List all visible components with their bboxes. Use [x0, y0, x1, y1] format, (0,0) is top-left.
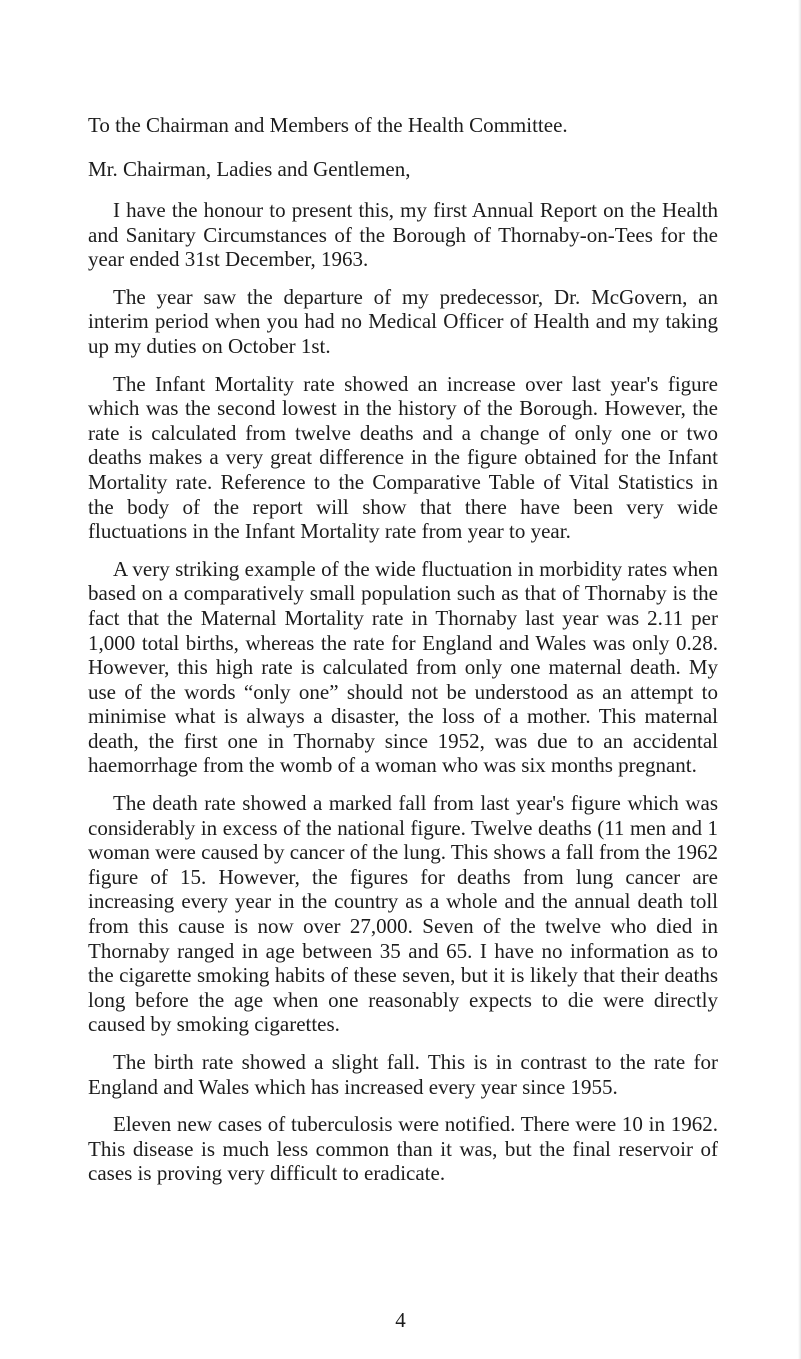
paragraph-predecessor: The year saw the departure of my predecessor, Dr. McGovern, an interim period when you had no Medical Officer of Health and my taking up my duties on October 1st.: [88, 284, 718, 358]
paragraph-death-rate: The death rate showed a marked fall from last year's figure which was considerably in excess of the national figure. Twelve deaths (11 men and 1 woman were caused by cancer of the lung. This shows a fall from the 1962 figure of 15. However, the figures for deaths from lung cancer are increasing every year in the country as a whole and the annual death toll from this cause is now over 27,000. Seven of the twelve who died in Thornaby ranged in age between 35 and 65. I have no information as to the cigarette smoking habits of these seven, but it is likely that their deaths long before the age when one reasonably expects to die were directly caused by smoking cigarettes.: [88, 791, 719, 1037]
paragraph-tuberculosis: Eleven new cases of tuberculosis were notified. There were 10 in 1962. This disease is much less common than it was, but the final reservoir of cases is proving very difficult to eradicate.: [88, 1112, 718, 1186]
salutation: Mr. Chairman, Ladies and Gentlemen,: [88, 157, 411, 181]
paragraph-infant-mortality: The Infant Mortality rate showed an increase over last year's figure which was the second lowest in the history of the Borough. However, the rate is calculated from twelve deaths and a change of only one or two deaths makes a very great difference in the figure obtained for the Infant Mortality rate. Reference to the Comparative Table of Vital Statistics in the body of the report will show that there have been very wide fluctuations in the Infant Mortality rate from year to year.: [88, 371, 718, 544]
report-body: [88, 112, 718, 1199]
paragraph-maternal-mortality: A very striking example of the wide fluctuation in morbidity rates when based on a comparatively small population such as that of Thornaby is the fact that the Maternal Mortality rate in Thornaby last year was 2.11 per 1,000 total births, whereas the rate for England and Wales was only 0.28. However, this high rate is calculated from only one maternal death. My use of the words “only one” should not be understood as an attempt to minimise what is always a disaster, the loss of a mother. This maternal death, the first one in Thornaby since 1952, was due to an accidental haemorrhage from the womb of a woman who was six months pregnant.: [88, 556, 718, 778]
paragraph-birth-rate: The birth rate showed a slight fall. This is in contrast to the rate for England and Wales which has increased every year since 1955.: [88, 1050, 718, 1099]
paragraph-introduction: I have the honour to present this, my first Annual Report on the Health and Sanitary Circumstances of the Borough of Thornaby-on-Tees for the year ended 31st December, 1963.: [88, 198, 718, 272]
letter-heading: To the Chairman and Members of the Health Committee.: [88, 113, 568, 137]
page-number: 4: [395, 1308, 406, 1332]
